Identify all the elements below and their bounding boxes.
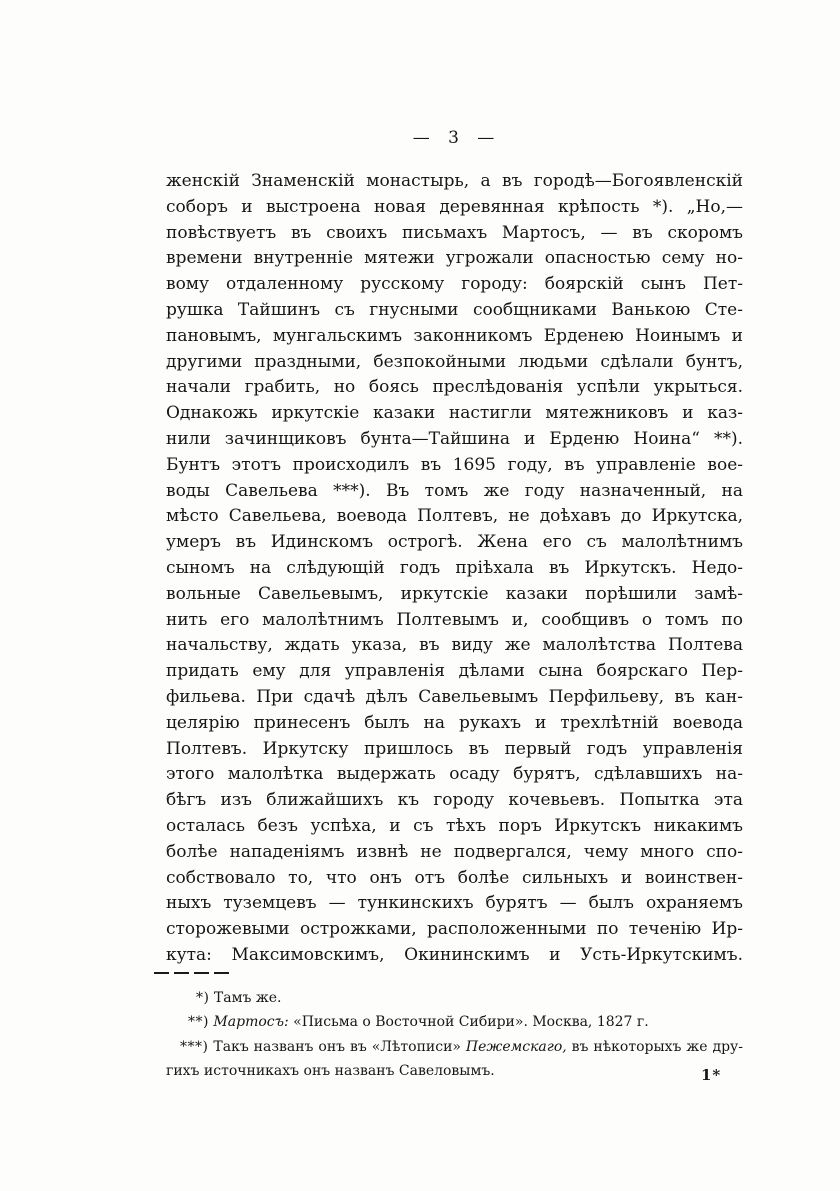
text-line: придать ему для управленія дѣлами сына боярскаго Пер-	[166, 661, 743, 682]
footnote-3-text-after: въ нѣкоторыхъ же дру-	[571, 1038, 744, 1055]
text-line: рушка Тайшинъ съ гнусными сообщниками Ванькою Сте-	[166, 299, 743, 320]
text-line: мѣсто Савельева, воевода Полтевъ, не доѣхавъ до Иркутска,	[166, 506, 743, 527]
text-line: соборъ и выстроена новая деревянная крѣпость *). „Но,—	[166, 196, 743, 217]
text-line: осталась безъ успѣха, и съ тѣхъ поръ Иркутскъ никакимъ	[166, 815, 743, 836]
text-line: нили зачинщиковъ бунта—Тайшина и Ерденю Ноина“ **).	[166, 428, 743, 449]
footnote-1-marker: *)	[196, 989, 210, 1006]
text-line: воды Савельева ***). Въ томъ же году назначенный, на	[166, 480, 743, 501]
footnote-3-marker: ***)	[180, 1038, 209, 1055]
text-line: целярію принесенъ былъ на рукахъ и трехлѣтній воевода	[166, 712, 743, 733]
text-line: нить его малолѣтнимъ Полтевымъ и, сообщивъ о томъ по	[166, 609, 743, 630]
text-line: Бунтъ этотъ происходилъ въ 1695 году, въ управленіе вое-	[166, 454, 743, 475]
body-text	[166, 169, 743, 969]
text-block	[166, 128, 743, 1084]
signature-mark: 1*	[701, 1066, 722, 1084]
text-line: бѣгъ изъ ближайшихъ къ городу кочевьевъ. Попытка эта	[166, 790, 743, 811]
footnote-2-marker: **)	[188, 1014, 209, 1031]
text-line: времени внутренніе мятежи угрожали опасностью сему но-	[166, 248, 743, 269]
page-number: — 3 —	[412, 128, 497, 148]
text-line: этого малолѣтка выдержать осаду бурятъ, сдѣлавшихъ на-	[166, 764, 743, 785]
text-line: собствовало то, что онъ отъ болѣе сильныхъ и воинствен-	[166, 867, 743, 888]
text-line: пановымъ, мунгальскимъ законникомъ Ерденею Ноинымъ и	[166, 325, 743, 346]
text-line: другими праздными, безпокойными людьми сдѣлали бунтъ,	[166, 351, 743, 372]
text-line: вольные Савельевымъ, иркутскіе казаки порѣшили замѣ-	[166, 583, 743, 604]
text-line: фильева. При сдачѣ дѣлъ Савельевымъ Перфильеву, въ кан-	[166, 686, 743, 707]
text-line: сторожевыми острожками, расположенными по теченію Ир-	[166, 919, 743, 940]
text-line: повѣствуетъ въ своихъ письмахъ Мартосъ, — въ скоромъ	[166, 222, 743, 243]
footnote-separator	[154, 972, 232, 974]
footnote-2-author: Мартосъ:	[213, 1014, 289, 1031]
text-line: болѣе нападеніямъ извнѣ не подвергался, чему много спо-	[166, 841, 743, 862]
footnote-3	[166, 1035, 743, 1060]
text-line: женскій Знаменскій монастырь, а въ городѣ—Богоявленскій	[166, 171, 743, 191]
text-line: кута: Максимовскимъ, Окининскимъ и Усть-Иркутскимъ.	[166, 944, 743, 965]
text-line: вому отдаленному русскому городу: боярскій сынъ Пет-	[166, 274, 743, 295]
text-line: начальству, ждать указа, въ виду же малолѣтства Полтева	[166, 635, 743, 656]
text-line: Однакожь иркутскіе казаки настигли мятежниковъ и каз-	[166, 403, 743, 424]
text-line: умеръ въ Идинскомъ острогѣ. Жена его съ малолѣтнимъ	[166, 532, 743, 553]
footnotes	[166, 986, 743, 1084]
footnote-2-text: «Письма о Восточной Сибири». Москва, 1827 г.	[293, 1014, 649, 1031]
footnote-1	[166, 986, 743, 1011]
text-line: сыномъ на слѣдующій годъ пріѣхала въ Иркутскъ. Недо-	[166, 557, 743, 578]
footnote-1-text: Тамъ же.	[213, 989, 282, 1006]
footnote-3-source: Пежемскаго,	[465, 1038, 567, 1055]
footnote-3-text-before: Такъ названъ онъ въ «Лѣтописи»	[213, 1038, 461, 1055]
text-line: начали грабить, но боясь преслѣдованія успѣли укрыться.	[166, 377, 743, 398]
text-line: ныхъ туземцевъ — тункинскихъ бурятъ — былъ охраняемъ	[166, 893, 743, 914]
footnote-2	[166, 1010, 743, 1035]
text-line: Полтевъ. Иркутску пришлось въ первый годъ управленія	[166, 738, 743, 759]
footnote-3-continuation: гихъ источникахъ онъ названъ Савеловымъ.	[166, 1063, 495, 1080]
